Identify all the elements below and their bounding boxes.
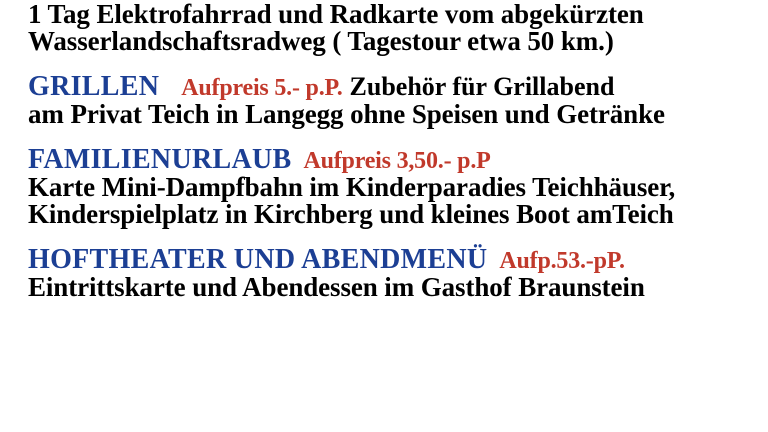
intro-block: [28, 1, 740, 55]
section-familienurlaub-surcharge: Aufpreis 3,50.- p.P: [303, 148, 491, 174]
section-grillen-surcharge: Aufpreis 5.- p.P.: [181, 75, 343, 101]
section-grillen-title: GRILLEN: [28, 71, 160, 102]
section-hoftheater-title: HOFTHEATER UND ABENDMENÜ: [28, 244, 488, 275]
section-grillen: [28, 73, 740, 128]
section-grillen-header: [28, 73, 740, 101]
section-grillen-inline-text: Zubehör für Grillabend: [349, 72, 615, 101]
intro-line-1: 1 Tag Elektrofahrrad und Radkarte vom abgekürzten: [28, 0, 644, 29]
section-familienurlaub-detail-1: Karte Mini-Dampfbahn im Kinderparadies Teichhäuser,: [28, 172, 676, 202]
section-hoftheater: [28, 246, 740, 301]
section-familienurlaub: [28, 146, 740, 228]
section-hoftheater-detail: Eintrittskarte und Abendessen im Gasthof Braunstein: [28, 272, 645, 302]
section-familienurlaub-title: FAMILIENURLAUB: [28, 144, 292, 175]
intro-line-2: Wasserlandschaftsradweg ( Tagestour etwa 50 km.): [28, 26, 614, 56]
section-hoftheater-header: [28, 246, 740, 274]
section-familienurlaub-detail-2: Kinderspielplatz in Kirchberg und kleines Boot amTeich: [28, 199, 674, 229]
section-hoftheater-surcharge: Aufp.53.-pP.: [499, 248, 625, 274]
section-grillen-detail: am Privat Teich in Langegg ohne Speisen und Getränke: [28, 99, 665, 129]
section-familienurlaub-header: [28, 146, 740, 174]
